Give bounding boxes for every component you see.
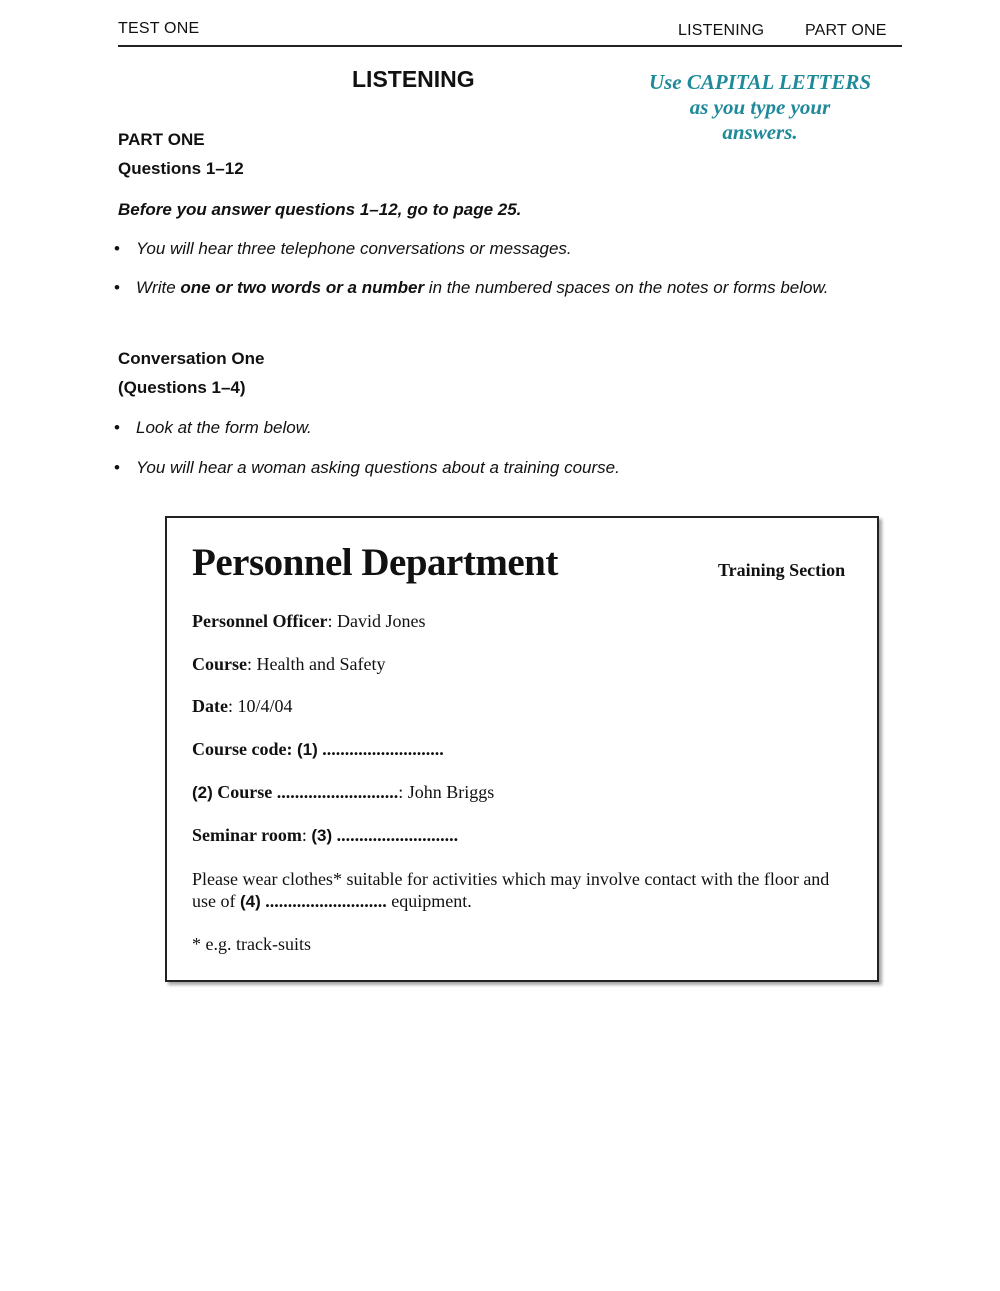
q1-blank[interactable]: ........................... (317, 739, 444, 759)
part-bullet-1-text: You will hear three telephone conversations or messages. (136, 239, 572, 258)
footnote: * e.g. track-suits (192, 934, 311, 954)
date-row (192, 696, 293, 717)
part-bullet-2-post: in the numbered spaces on the notes or forms below. (424, 278, 829, 297)
officer-value: David Jones (336, 611, 426, 631)
header-listening: LISTENING (678, 22, 765, 39)
clothes-post: equipment. (386, 891, 472, 911)
date-sep: : (227, 696, 238, 716)
q1-number: (1) (296, 740, 318, 759)
course-code-row (192, 739, 444, 760)
part-questions: Questions 1–12 (118, 159, 244, 178)
form-title: Personnel Department (192, 541, 558, 584)
hint-line-3: answers. (722, 120, 798, 144)
q2-number: (2) (192, 783, 213, 802)
bullet-dot: • (114, 239, 120, 258)
course-sep: : (247, 654, 257, 674)
conversation-bullet-1-text: Look at the form below. (136, 418, 312, 437)
conversation-bullet-2-text: You will hear a woman asking questions about a training course. (136, 458, 620, 477)
course-label: Course (192, 654, 247, 674)
q2-label: Course (212, 782, 277, 802)
conversation-bullet-2 (114, 458, 620, 478)
hint-line-1: Use CAPITAL LETTERS (648, 70, 872, 94)
q2-blank[interactable]: ........................... (276, 782, 399, 802)
seminar-room-label: Seminar room (192, 825, 302, 845)
seminar-room-sep: : (301, 825, 312, 845)
page-title: LISTENING (352, 66, 475, 92)
form-section: Training Section (718, 560, 846, 580)
part-bullet-2-pre: Write (136, 278, 181, 297)
q4-blank[interactable]: ........................... (260, 891, 387, 911)
clothes-line-1: Please wear clothes* suitable for activities which may involve contact with the floor and (192, 869, 830, 889)
clothes-paragraph (192, 868, 862, 913)
conversation-questions: (Questions 1–4) (118, 378, 246, 397)
clothes-line-2 (192, 890, 862, 913)
part-bullet-2-bold: one or two words or a number (180, 278, 425, 297)
officer-sep: : (327, 611, 337, 631)
header-part: PART ONE (805, 22, 887, 39)
course-code-label: Course code: (192, 739, 297, 759)
capital-letters-hint (630, 70, 890, 145)
header-left: TEST ONE (118, 20, 200, 37)
q2-value: : John Briggs (398, 782, 495, 802)
q4-number: (4) (240, 892, 261, 911)
seminar-room-row (192, 825, 458, 846)
conversation-label: Conversation One (118, 349, 265, 368)
q3-number: (3) (311, 826, 333, 845)
bullet-dot: • (114, 278, 120, 297)
part-label: PART ONE (118, 130, 205, 149)
personnel-form (165, 516, 879, 982)
officer-label: Personnel Officer (192, 611, 328, 631)
q2-row (192, 782, 494, 803)
date-value: 10/4/04 (237, 696, 293, 716)
course-value: Health and Safety (256, 654, 386, 674)
part-instruction: Before you answer questions 1–12, go to page 25. (118, 200, 522, 219)
date-label: Date (192, 696, 228, 716)
hint-line-2: as you type your (689, 95, 831, 119)
bullet-dot: • (114, 458, 120, 477)
course-row (192, 654, 385, 675)
clothes-pre: use of (192, 891, 240, 911)
bullet-dot: • (114, 418, 120, 437)
header-rule (118, 45, 902, 47)
conversation-bullet-1 (114, 418, 312, 438)
q3-blank[interactable]: ........................... (332, 825, 459, 845)
officer-row (192, 611, 425, 632)
part-bullet-2 (114, 278, 829, 298)
part-bullet-1 (114, 239, 572, 259)
